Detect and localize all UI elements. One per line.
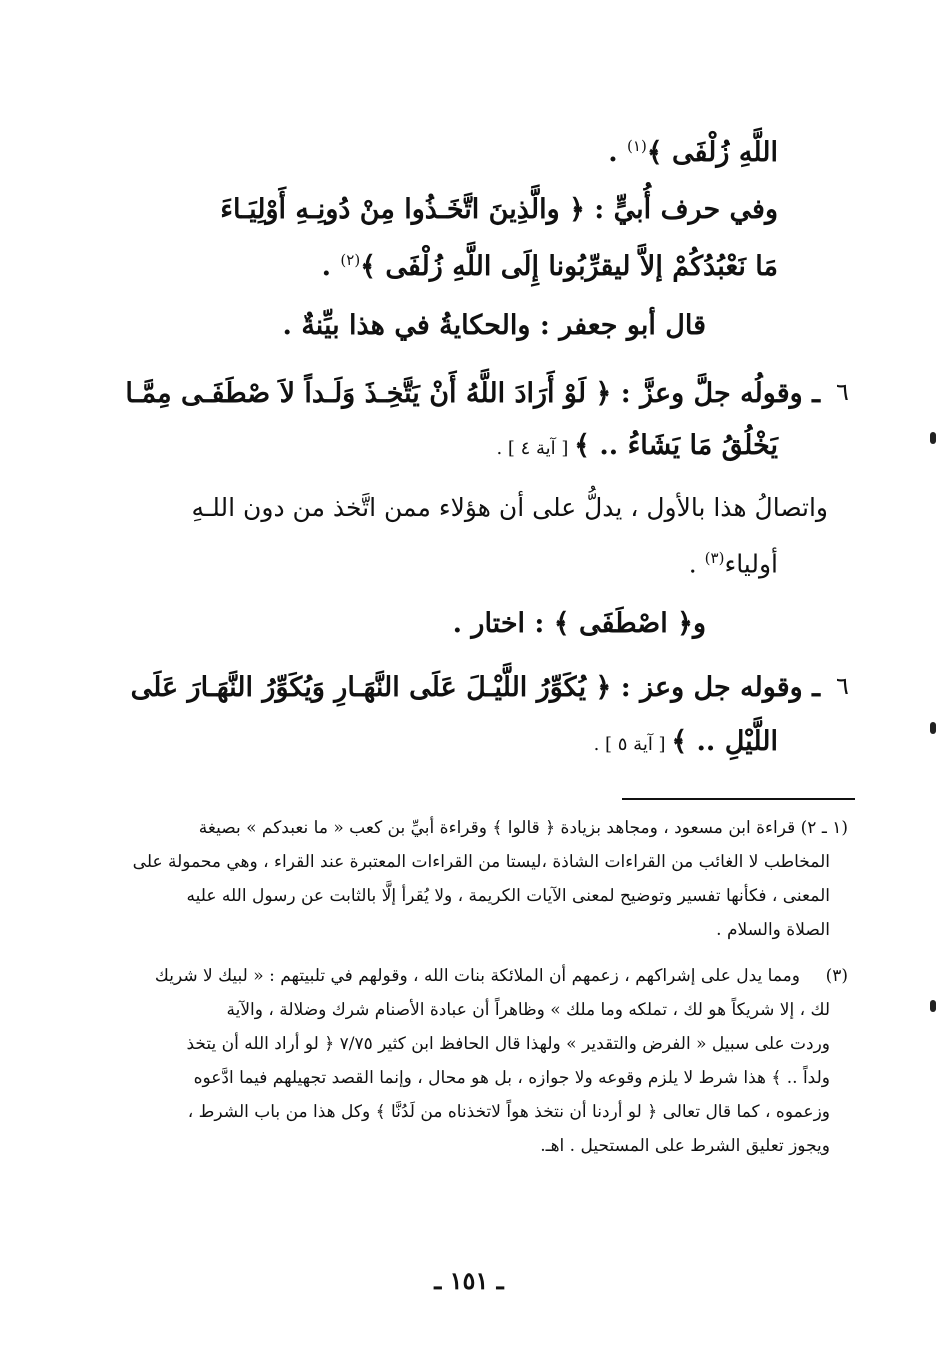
verse-number-6b: ٦ [836, 672, 849, 700]
verse-cont: يَخْلُقُ مَا يَشَاءُ .. ﴾ [574, 430, 778, 461]
commentary: واتصالُ هذا بالأول ، يدلُّ على أن هؤلاء ممن اتَّخذ من دون اللـهِ [191, 493, 828, 522]
footnote-3-line-4 [194, 1064, 830, 1092]
ayah-reference-2: [ آية ٥ ] . [593, 734, 672, 755]
ubayy-reading-cont: مَا نَعْبُدُكُمْ إلاَّ ليقرِّبُونا إِلَى اللَّهِ زُلْفَى ﴾ [360, 251, 778, 282]
text-line-6 [496, 426, 778, 469]
footnote-text: الصلاة والسلام . [716, 920, 830, 940]
line-end: . [321, 251, 341, 282]
ubayy-reading: وفي حرف أُبيٍّ : ﴿ والَّذِينَ اتَّخَـذُوا مِنْ دُونِـهِ أَوْلِيَـاءَ [220, 194, 778, 225]
line-end: . [608, 137, 628, 168]
text-line-1 [608, 126, 778, 173]
scan-speck [930, 432, 936, 444]
text-line-2 [220, 190, 778, 230]
text-line-9 [453, 604, 706, 644]
scan-speck [930, 1000, 936, 1012]
text-line-4 [283, 306, 706, 346]
text-line-11 [594, 722, 778, 765]
footnote-text: المخاطب لا الغائب من القراءات الشاذة ،ليستا من القراءات المعتبرة عند القراء ، وهي محمولة على [132, 852, 830, 872]
footnote-text: المعنى ، فكأنها تفسير وتوضيح لمعنى الآيات الكريمة ، ولا يُقرأ إلَّا بالثابت عن رسول الله عليه [186, 886, 830, 906]
footnote-3-line-3 [186, 1030, 830, 1058]
verse-cont-2: اللَّيْلِ .. ﴾ [671, 726, 778, 757]
page-number: ـ ١٥١ ـ [434, 1266, 504, 1295]
verse-number-6: ٦ [836, 378, 849, 406]
verse-heading-2: ـ وقوله جل وعز : ﴿ يُكَوِّرُ اللَّيْـلَ عَلَى النَّهَـارِ وَيُكَوِّرُ النَّهَـارَ عَلَى [130, 672, 820, 703]
footnote-3-number [826, 962, 848, 990]
abu-jafar-statement: قال أبو جعفر : والحكايةُ في هذا بيِّنةٌ . [282, 310, 706, 341]
footnote-1-line-1 [199, 814, 848, 842]
footnote-1-line-3 [187, 882, 830, 910]
scan-speck [930, 722, 936, 734]
footnote-text: وزعموه ، كما قال تعالى ﴿ لو أردنا أن نتخذ هواً لاتخذناه من لَدُنَّا ﴾ وكل هذا من باب الشرط ، [187, 1102, 830, 1122]
footnote-1-line-2 [133, 848, 830, 876]
commentary-cont: أولياء [724, 549, 778, 579]
footnote-3-line-5 [188, 1098, 830, 1126]
footnote-text: لك ، إلا شريكاً هو لك ، تملكه وما ملك » وظاهراً أن عبادة الأصنام شرك وضلالة ، والآية [226, 1000, 830, 1020]
line-end: . [688, 549, 705, 579]
footnote-ref-1: (١) [627, 137, 647, 155]
footnote-ref-2: (٢) [340, 251, 361, 269]
word-definition: و﴿ اصْطَفَى ﴾ : اختار . [452, 608, 706, 639]
footnote-divider [622, 798, 855, 800]
footnote-3-line-6 [540, 1132, 830, 1160]
text-line-7 [192, 488, 828, 528]
footnote-3-line-2 [227, 996, 830, 1024]
text-line-3 [322, 240, 778, 287]
footnote-number: (٣) [825, 966, 848, 986]
text-line-10 [131, 668, 820, 708]
verse-heading: ـ وقولُه جلَّ وعزَّ : ﴿ لَوْ أَرَادَ اللَّهُ أَنْ يَتَّخِـذَ وَلَـداً لاَ صْطَفَـى مِمَّـا [125, 378, 820, 409]
footnote-text: ومما يدل على إشراكهم ، زعمهم أن الملائكة بنات الله ، وقولهم في تلبيتهم : « لبيك لا شريك [154, 966, 800, 986]
footnote-text: وردت على سبيل « الفرض والتقدير » ولهذا قال الحافظ ابن كثير ٧/٧٥ ﴿ لو أراد الله أن يتخذ [186, 1034, 830, 1054]
quran-fragment: اللَّهِ زُلْفَى ﴾ [646, 137, 778, 168]
footnote-text: ويجوز تعليق الشرط على المستحيل . اهـ. [540, 1136, 830, 1156]
text-line-8 [689, 538, 778, 584]
footnote-3-line-1 [155, 962, 800, 990]
footnote-ref-3: (٣) [704, 549, 725, 567]
ayah-reference: [ آية ٤ ] . [496, 438, 575, 459]
footnote-1-line-4 [716, 916, 830, 944]
footnote-text: ولداً .. ﴾ هذا شرط لا يلزم وقوعه ولا جوازه ، بل هو محال ، وإنما القصد تجهيلهم فيما ادَّعوه [193, 1068, 830, 1088]
footnote-text: (١ ـ ٢) قراءة ابن مسعود ، ومجاهد بزيادة ﴿ قالوا ﴾ وقراءة أبيِّ بن كعب « ما نعبدكم » بصيغة [198, 818, 848, 838]
text-line-5 [125, 374, 820, 414]
